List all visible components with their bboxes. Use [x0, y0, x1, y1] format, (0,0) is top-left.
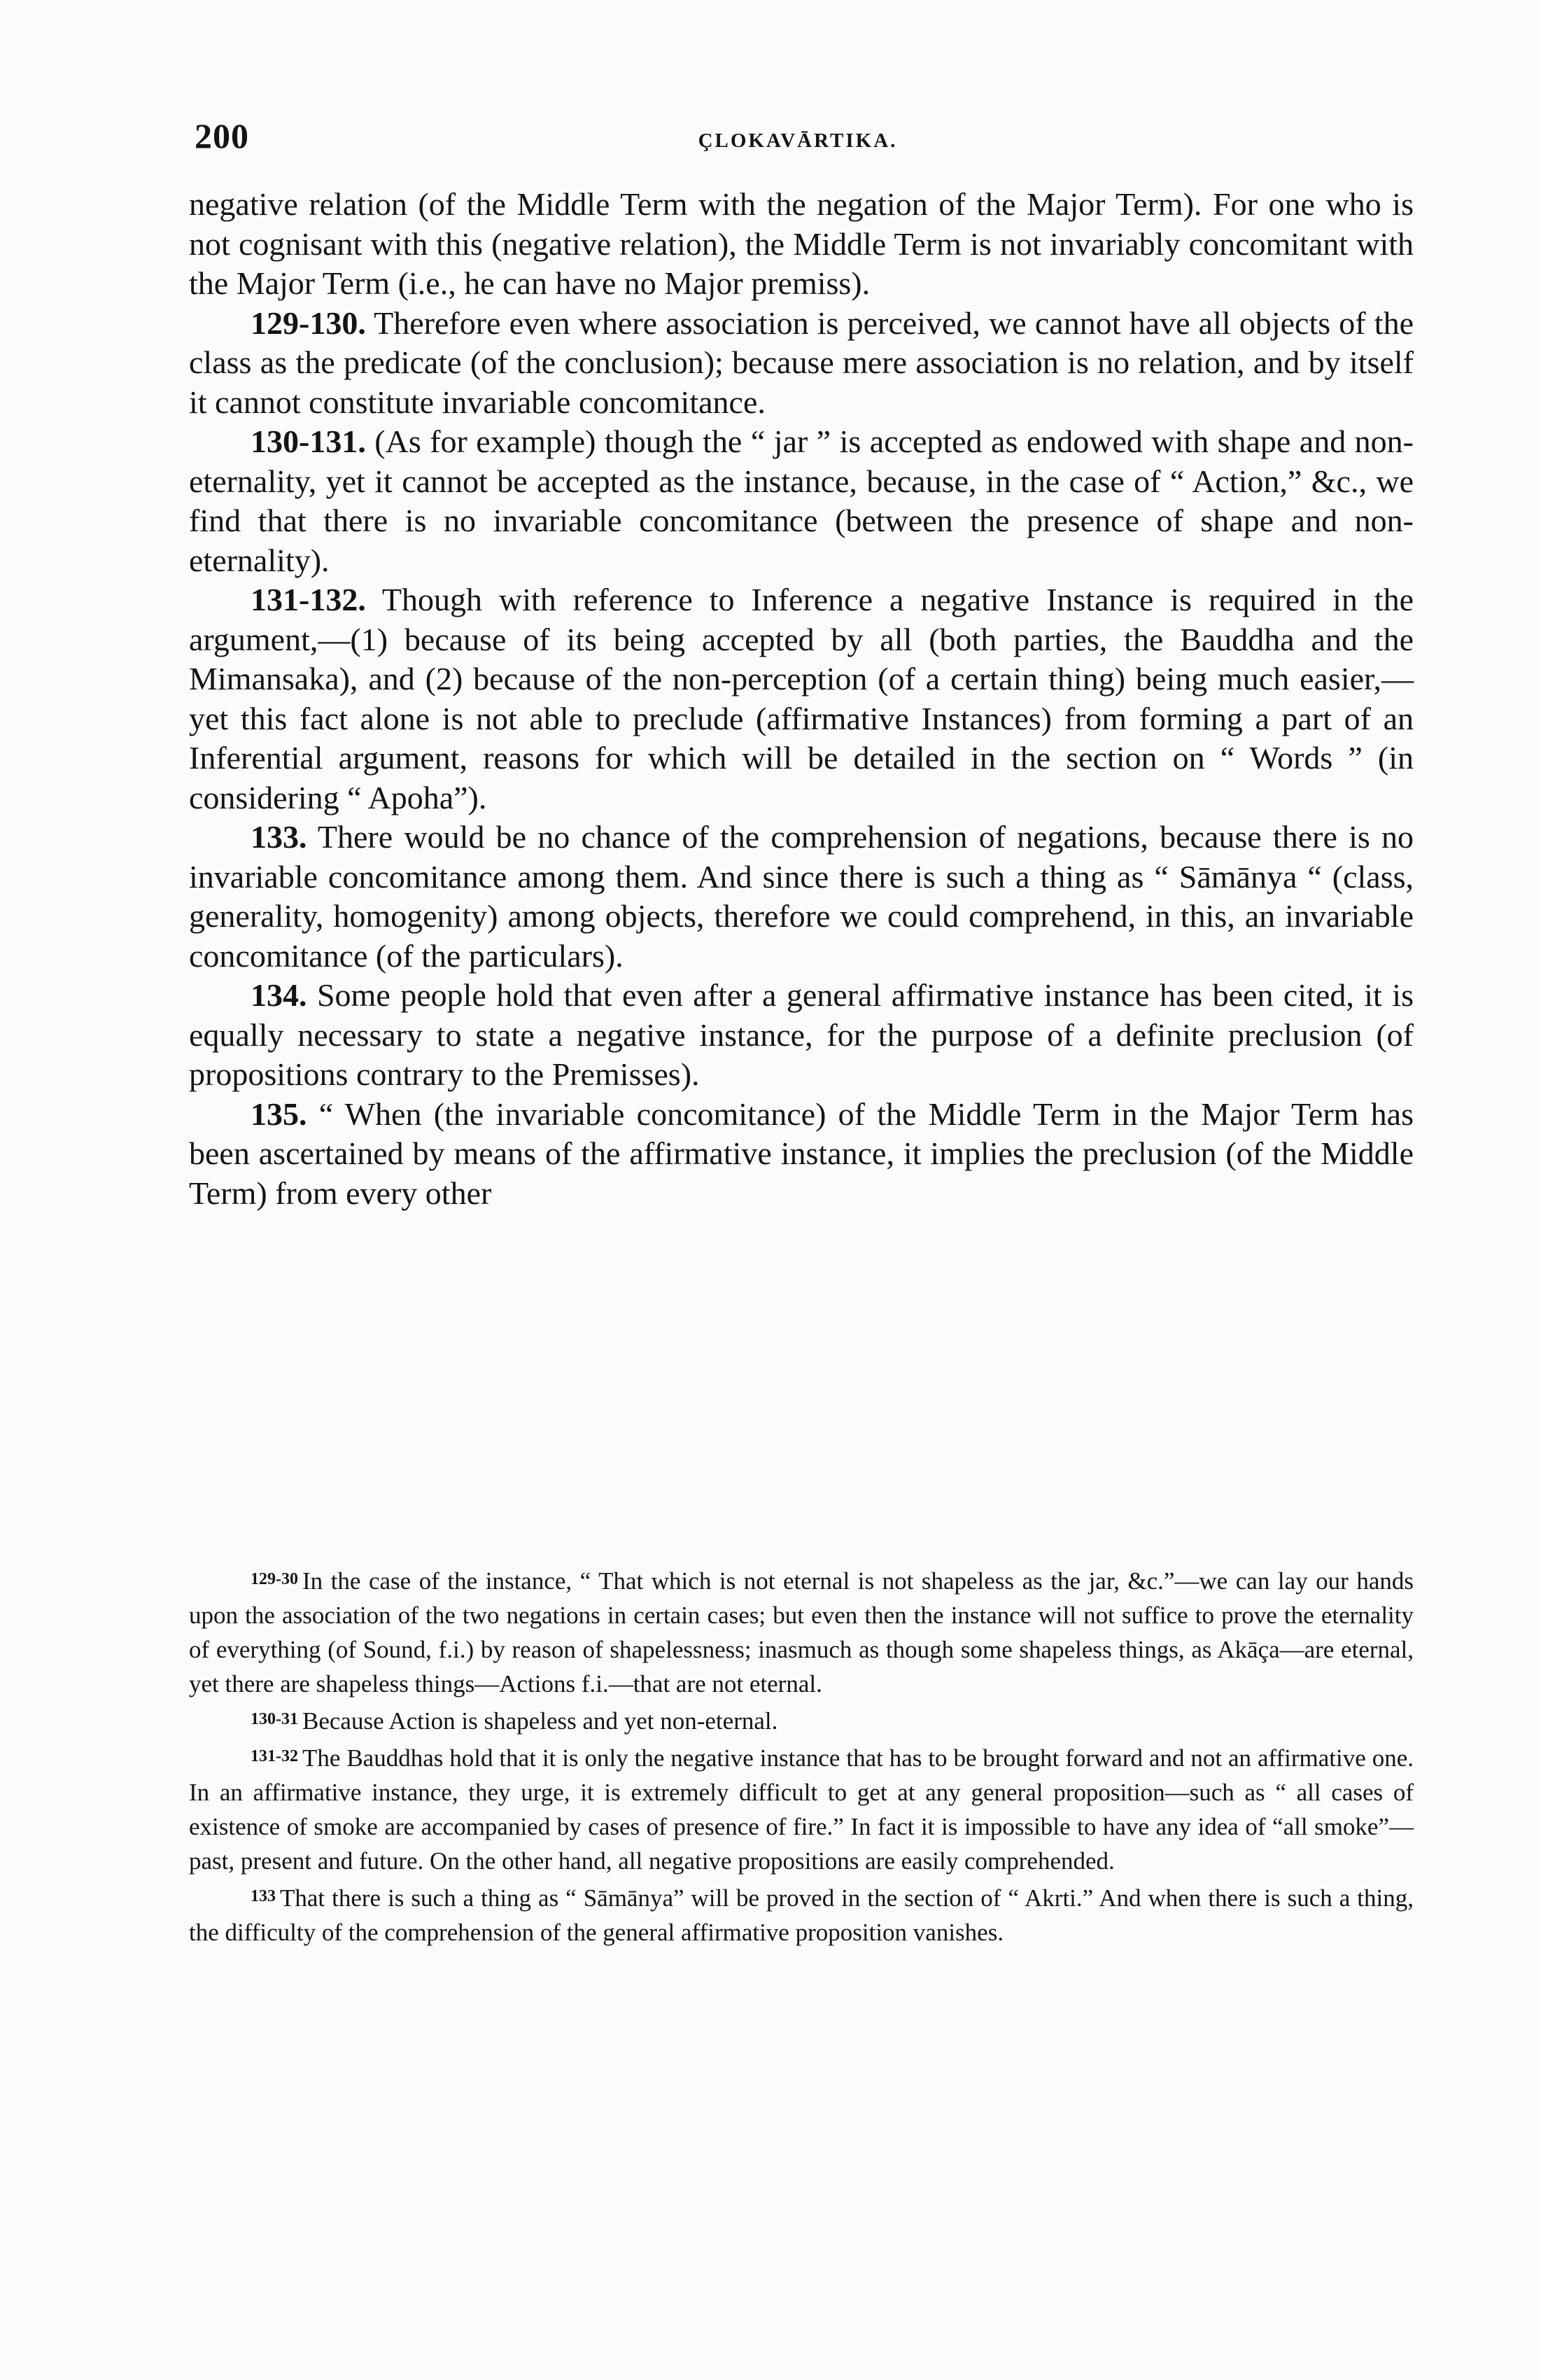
paragraph-133: [189, 818, 1414, 976]
footnote-number: 133: [251, 1887, 276, 1905]
paragraph-131-132: [189, 580, 1414, 818]
footnote-text: That there is such a thing as “ Sāmānya” will be proved in the section of “ Akrti.” And when there is such a thing, the difficulty of the comprehension of the general affirmative proposition vanishes.: [189, 1884, 1414, 1946]
footnote-129-30: [189, 1562, 1414, 1701]
verse-number: 133.: [251, 819, 307, 855]
paragraph-129-130: [189, 304, 1414, 423]
paragraph-text: “ When (the invariable concomitance) of the Middle Term in the Major Term has been ascertained by means of the affirmative instance, it implies the preclusion (of the Middle Term) from every other: [189, 1096, 1414, 1211]
footnote-130-31: [189, 1702, 1414, 1738]
footnote-number: 129-30: [251, 1570, 298, 1588]
page-header: [189, 115, 1407, 158]
paragraph-135: [189, 1095, 1414, 1214]
paragraph-text: There would be no chance of the comprehension of negations, because there is no invariable concomitance among them. And since there is such a thing as “ Sāmānya “ (class, generality, homogenity) among objects, therefore we could comprehend, in this, an invariable concomitance (of the particulars).: [189, 819, 1414, 974]
footnote-text: The Bauddhas hold that it is only the negative instance that has to be brought forward and not an affirmative one. In an affirmative instance, they urge, it is extremely difficult to get at any general proposition—such as “ all cases of existence of smoke are accompanied by cases of presence of fire.” In fact it is impossible to have any idea of “all smoke”—past, present and future. On the other hand, all negative propositions are easily comprehended.: [189, 1744, 1414, 1875]
running-title: ÇLOKAVĀRTIKA.: [698, 130, 898, 152]
verse-number: 131-132.: [251, 582, 366, 617]
paragraph-text: (As for example) though the “ jar ” is accepted as endowed with shape and non-eternality, yet it cannot be accepted as the instance, because, in the case of “ Action,” &c., we find that there is no invariable concomitance (between the presence of shape and non-eternality).: [189, 424, 1414, 578]
verse-number: 129-130.: [251, 304, 366, 341]
footnotes: [189, 1562, 1414, 1951]
main-text: [189, 185, 1414, 1213]
verse-number: 135.: [251, 1096, 307, 1132]
footnote-133: [189, 1879, 1414, 1949]
footnote-text: Because Action is shapeless and yet non-eternal.: [302, 1707, 778, 1735]
paragraph-text: Though with reference to Inference a negative Instance is required in the argument,—(1) because of its being accepted by all (both parties, the Bauddha and the Mimansaka), and (2) because of the non-perception (of a certain thing) being much easier,—yet this fact alone is not able to preclude (affirmative Instances) from forming a part of an Inferential argument, reasons for which will be detailed in the section on “ Words ” (in considering “ Apoha”).: [189, 582, 1414, 816]
footnote-number: 130-31: [251, 1710, 298, 1728]
verse-number: 130-131.: [251, 424, 366, 459]
paragraph-continued: [189, 185, 1414, 304]
page-number: 200: [195, 116, 249, 155]
footnote-number: 131-32: [251, 1747, 298, 1765]
verse-number: 134.: [251, 977, 307, 1013]
footnote-text: In the case of the instance, “ That which is not eternal is not shapeless as the jar, &c.”—we can lay our hands upon the association of the two negations in certain cases; but even then the instance will not suffice to prove the eternality of everything (of Sound, f.i.) by reason of shapelessness; inasmuch as though some shapeless things, as Akāça—are eternal, yet there are shapeless things—Actions f.i.—that are not eternal.: [189, 1567, 1414, 1698]
paragraph-130-131: [189, 422, 1414, 580]
paragraph-text: Therefore even where association is perceived, we cannot have all objects of the class as the predicate (of the conclusion); because mere association is no relation, and by itself it cannot constitute invariable concomitance.: [189, 304, 1414, 420]
paragraph-text: Some people hold that even after a general affirmative instance has been cited, it is equally necessary to state a negative instance, for the purpose of a definite preclusion (of propositions contrary to the Premisses).: [189, 977, 1414, 1092]
paragraph-134: [189, 976, 1414, 1095]
footnote-131-32: [189, 1740, 1414, 1878]
paragraph-text: negative relation (of the Middle Term with the negation of the Major Term). For one who is not cognisant with this (negative relation), the Middle Term is not invariably concomitant with the Major Term (i.e., he can have no Major premiss).: [189, 186, 1414, 301]
